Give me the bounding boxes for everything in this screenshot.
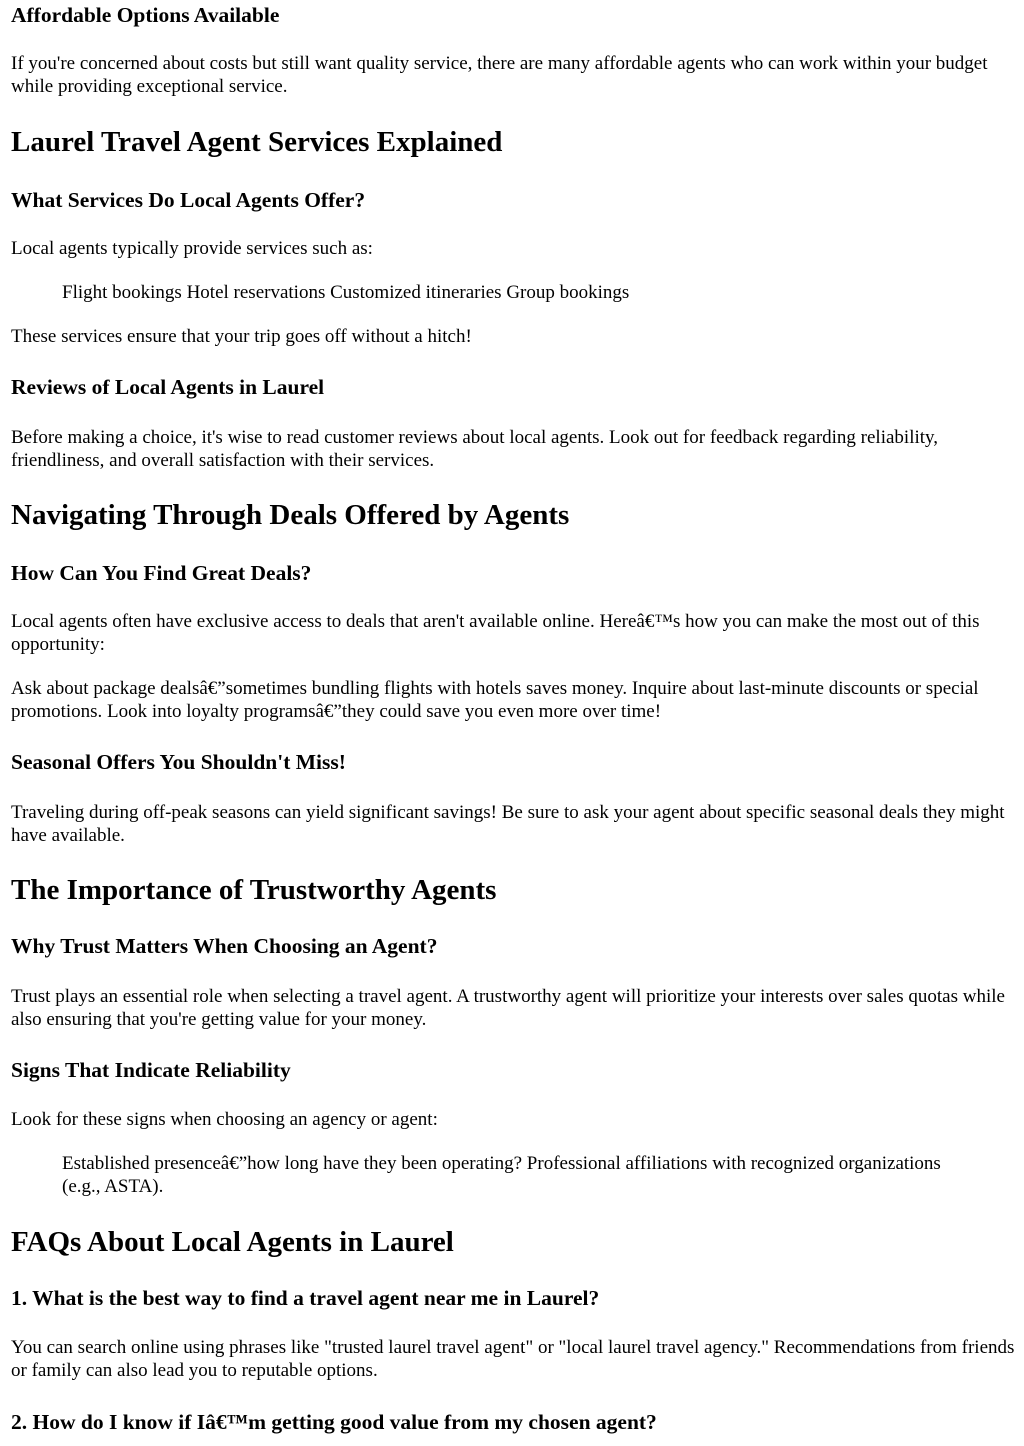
paragraph-affordable-options: If you're concerned about costs but still want quality service, there are many affordable agents who can work within your budget while providing exceptional service. <box>11 53 988 97</box>
heading-why-trust: Why Trust Matters When Choosing an Agent? <box>11 934 438 958</box>
paragraph-services-closing: These services ensure that your trip goes off without a hitch! <box>11 326 472 347</box>
paragraph-signs-intro: Look for these signs when choosing an agency or agent: <box>11 1109 438 1130</box>
paragraph-services-intro: Local agents typically provide services such as: <box>11 238 373 259</box>
faq-question-2: 2. How do I know if Iâ€™m getting good value from my chosen agent? <box>11 1410 657 1434</box>
heading-find-deals: How Can You Find Great Deals? <box>11 561 312 585</box>
paragraph-find-deals: Local agents often have exclusive access to deals that aren't available online. Hereâ€™s how you can make the most out of this opportunity: <box>11 611 980 655</box>
heading-affordable-options: Affordable Options Available <box>11 3 280 27</box>
paragraph-deal-tips: Ask about package dealsâ€”sometimes bundling flights with hotels saves money. Inquire about last-minute discounts or special promotions. Look into loyalty programsâ€”they could save you even more over time! <box>11 678 979 722</box>
faq-question-1: 1. What is the best way to find a travel agent near me in Laurel? <box>11 1286 600 1310</box>
services-list: Flight bookings Hotel reservations Customized itineraries Group bookings <box>62 282 630 303</box>
heading-reviews: Reviews of Local Agents in Laurel <box>11 375 325 399</box>
heading-trustworthy-agents: The Importance of Trustworthy Agents <box>11 874 497 906</box>
paragraph-why-trust: Trust plays an essential role when selecting a travel agent. A trustworthy agent will prioritize your interests over sales quotas while also ensuring that you're getting value for your money. <box>11 986 1005 1030</box>
heading-deals: Navigating Through Deals Offered by Agents <box>11 499 570 531</box>
heading-what-services: What Services Do Local Agents Offer? <box>11 188 366 212</box>
paragraph-reviews: Before making a choice, it's wise to read customer reviews about local agents. Look out for feedback regarding reliability, friendliness, and overall satisfaction with their services. <box>11 427 939 471</box>
heading-reliability-signs: Signs That Indicate Reliability <box>11 1058 291 1082</box>
heading-seasonal-offers: Seasonal Offers You Shouldn't Miss! <box>11 750 346 774</box>
signs-list: Established presenceâ€”how long have they been operating? Professional affiliations with recognized organizations (e.g., ASTA). <box>62 1153 941 1197</box>
faq-answer-1: You can search online using phrases like "trusted laurel travel agent" or "local laurel travel agency." Recommendations from friends or family can also lead you to reputable options. <box>11 1337 1015 1381</box>
paragraph-seasonal-offers: Traveling during off-peak seasons can yield significant savings! Be sure to ask your agent about specific seasonal deals they might have available. <box>11 802 1005 846</box>
heading-services-explained: Laurel Travel Agent Services Explained <box>11 126 503 158</box>
heading-faqs: FAQs About Local Agents in Laurel <box>11 1226 454 1258</box>
